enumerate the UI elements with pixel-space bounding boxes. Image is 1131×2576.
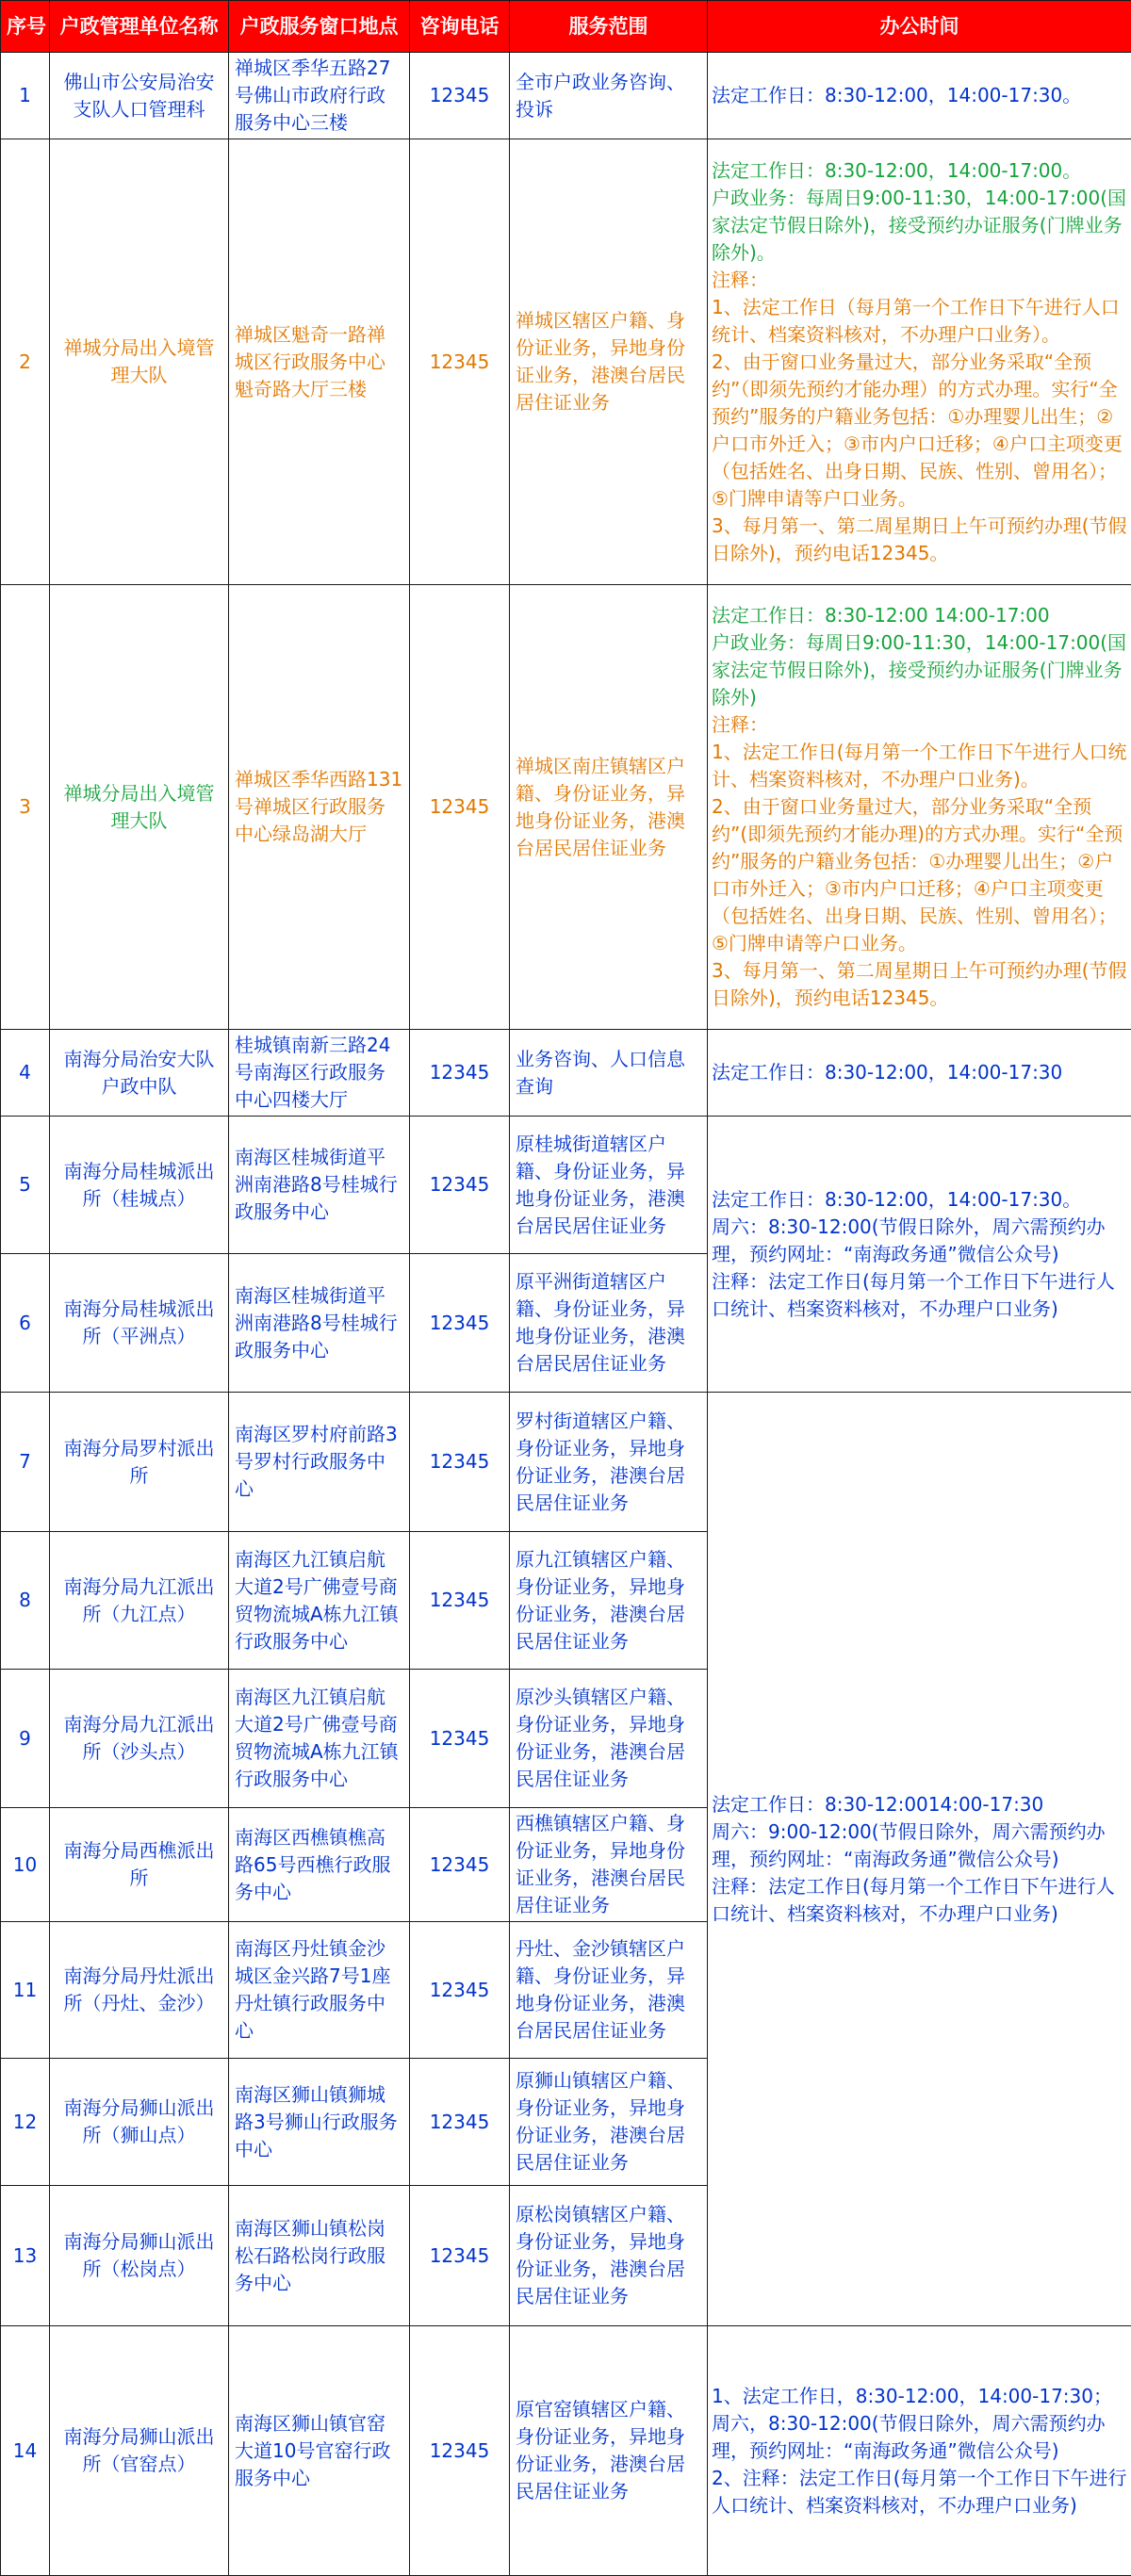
row-number: 9 [1, 1670, 50, 1808]
hours-line: 1、法定工作日，8:30-12:00，14:00-17:30；周六，8:30-12:00(节假日除外，周六需预约办理，预约网址：“南海政务通”微信公众号) [712, 2383, 1127, 2465]
row-number: 5 [1, 1117, 50, 1254]
unit-name: 南海分局治安大队户政中队 [50, 1030, 229, 1117]
phone-number: 12345 [410, 1030, 510, 1117]
unit-name: 南海分局九江派出所（九江点） [50, 1532, 229, 1670]
unit-name: 南海分局狮山派出所（狮山点） [50, 2059, 229, 2186]
row-number: 3 [1, 585, 50, 1030]
window-address: 禅城区季华五路27号佛山市政府行政服务中心三楼 [229, 53, 410, 139]
row-number: 12 [1, 2059, 50, 2186]
office-hours [708, 585, 1131, 1030]
unit-name: 禅城分局出入境管理大队 [50, 585, 229, 1030]
window-address: 南海区桂城街道平洲南港路8号桂城行政服务中心 [229, 1117, 410, 1254]
service-scope: 罗村街道辖区户籍、身份证业务，异地身份证业务，港澳台居民居住证业务 [510, 1393, 708, 1532]
service-scope: 原官窑镇辖区户籍、身份证业务，异地身份证业务，港澳台居民居住证业务 [510, 2326, 708, 2576]
service-scope: 禅城区辖区户籍、身份证业务，异地身份证业务，港澳台居民居住证业务 [510, 139, 708, 585]
unit-name: 南海分局西樵派出所 [50, 1808, 229, 1922]
row-number: 13 [1, 2186, 50, 2326]
office-hours [708, 1393, 1131, 2326]
hours-line: 1、法定工作日(每月第一个工作日下午进行人口统计、档案资料核对，不办理户口业务)。 [712, 739, 1127, 793]
office-hours [708, 139, 1131, 585]
service-scope: 原狮山镇辖区户籍、身份证业务，异地身份证业务，港澳台居民居住证业务 [510, 2059, 708, 2186]
hours-line: 3、每月第一、第二周星期日上午可预约办理(节假日除外)，预约电话12345。 [712, 957, 1127, 1012]
office-hours [708, 1030, 1131, 1117]
service-scope: 全市户政业务咨询、投诉 [510, 53, 708, 139]
unit-name: 佛山市公安局治安支队人口管理科 [50, 53, 229, 139]
phone-number: 12345 [410, 1117, 510, 1254]
phone-number: 12345 [410, 585, 510, 1030]
unit-name: 南海分局桂城派出所（桂城点） [50, 1117, 229, 1254]
row-number: 7 [1, 1393, 50, 1532]
col-header-unit: 户政管理单位名称 [50, 1, 229, 53]
phone-number: 12345 [410, 1922, 510, 2059]
hours-line: 2、由于窗口业务量过大，部分业务采取“全预约”（即须先预约才能办理）的方式办理。实行“全预约”服务的户籍业务包括：①办理婴儿出生；②户口市外迁入；③市内户口迁移；④户口主项变更（包括姓名、出身日期、民族、性别、曾用名）；⑤门牌申请等户口业务。 [712, 349, 1127, 513]
window-address: 南海区狮山镇松岗松石路松岗行政服务中心 [229, 2186, 410, 2326]
hours-line: 法定工作日：8:30-12:00 14:00-17:00 [712, 602, 1127, 629]
window-address: 南海区九江镇启航大道2号广佛壹号商贸物流城A栋九江镇行政服务中心 [229, 1670, 410, 1808]
hours-line: 法定工作日：8:30-12:00，14:00-17:30 [712, 1059, 1127, 1086]
window-address: 南海区丹灶镇金沙城区金兴路7号1座丹灶镇行政服务中心 [229, 1922, 410, 2059]
table-row [1, 1117, 1131, 1254]
service-scope: 原平洲街道辖区户籍、身份证业务，异地身份证业务，港澳台居民居住证业务 [510, 1254, 708, 1393]
window-address: 禅城区魁奇一路禅城区行政服务中心魁奇路大厅三楼 [229, 139, 410, 585]
phone-number: 12345 [410, 1393, 510, 1532]
hours-line: 2、由于窗口业务量过大，部分业务采取“全预约”(即须先预约才能办理)的方式办理。实行“全预约”服务的户籍业务包括：①办理婴儿出生；②户口市外迁入；③市内户口迁移；④户口主项变更（包括姓名、出身日期、民族、性别、曾用名）；⑤门牌申请等户口业务。 [712, 793, 1127, 957]
row-number: 6 [1, 1254, 50, 1393]
service-scope: 原沙头镇辖区户籍、身份证业务，异地身份证业务，港澳台居民居住证业务 [510, 1670, 708, 1808]
row-number: 8 [1, 1532, 50, 1670]
hours-line: 周六：8:30-12:00(节假日除外，周六需预约办理，预约网址：“南海政务通”微信公众号) [712, 1214, 1127, 1268]
phone-number: 12345 [410, 1532, 510, 1670]
window-address: 南海区狮山镇狮城路3号狮山行政服务中心 [229, 2059, 410, 2186]
col-header-phone: 咨询电话 [410, 1, 510, 53]
table-row [1, 2326, 1131, 2576]
hours-line: 注释： [712, 267, 1127, 294]
header-row [1, 1, 1131, 53]
row-number: 14 [1, 2326, 50, 2576]
hours-line: 3、每月第一、第二周星期日上午可预约办理(节假日除外)，预约电话12345。 [712, 513, 1127, 567]
hours-line: 注释：法定工作日(每月第一个工作日下午进行人口统计、档案资料核对，不办理户口业务) [712, 1268, 1127, 1323]
col-header-hours: 办公时间 [708, 1, 1131, 53]
unit-name: 南海分局桂城派出所（平洲点） [50, 1254, 229, 1393]
service-scope: 原松岗镇辖区户籍、身份证业务，异地身份证业务，港澳台居民居住证业务 [510, 2186, 708, 2326]
office-hours [708, 53, 1131, 139]
row-number: 2 [1, 139, 50, 585]
row-number: 4 [1, 1030, 50, 1117]
hours-line: 法定工作日：8:30-12:00，14:00-17:00。 [712, 157, 1127, 185]
row-number: 1 [1, 53, 50, 139]
table-row [1, 585, 1131, 1030]
hours-line: 2、注释：法定工作日(每月第一个工作日下午进行人口统计、档案资料核对，不办理户口业务) [712, 2465, 1127, 2519]
unit-name: 南海分局丹灶派出所（丹灶、金沙） [50, 1922, 229, 2059]
hours-line: 法定工作日：8:30-12:00，14:00-17:30。 [712, 1186, 1127, 1214]
phone-number: 12345 [410, 1808, 510, 1922]
phone-number: 12345 [410, 1670, 510, 1808]
window-address: 南海区狮山镇官窑大道10号官窑行政服务中心 [229, 2326, 410, 2576]
unit-name: 禅城分局出入境管理大队 [50, 139, 229, 585]
window-address: 桂城镇南新三路24号南海区行政服务中心四楼大厅 [229, 1030, 410, 1117]
row-number: 11 [1, 1922, 50, 2059]
service-scope: 禅城区南庄镇辖区户籍、身份证业务，异地身份证业务，港澳台居民居住证业务 [510, 585, 708, 1030]
phone-number: 12345 [410, 1254, 510, 1393]
window-address: 南海区西樵镇樵高路65号西樵行政服务中心 [229, 1808, 410, 1922]
phone-number: 12345 [410, 2059, 510, 2186]
phone-number: 12345 [410, 139, 510, 585]
service-scope: 丹灶、金沙镇辖区户籍、身份证业务，异地身份证业务，港澳台居民居住证业务 [510, 1922, 708, 2059]
col-header-address: 户政服务窗口地点 [229, 1, 410, 53]
unit-name: 南海分局狮山派出所（松岗点） [50, 2186, 229, 2326]
table-row [1, 139, 1131, 585]
hours-line: 注释：法定工作日(每月第一个工作日下午进行人口统计、档案资料核对，不办理户口业务) [712, 1873, 1127, 1928]
phone-number: 12345 [410, 2186, 510, 2326]
unit-name: 南海分局罗村派出所 [50, 1393, 229, 1532]
phone-number: 12345 [410, 53, 510, 139]
window-address: 南海区桂城街道平洲南港路8号桂城行政服务中心 [229, 1254, 410, 1393]
hours-line: 注释： [712, 711, 1127, 739]
table-row [1, 1030, 1131, 1117]
service-scope: 西樵镇辖区户籍、身份证业务，异地身份证业务，港澳台居民居住证业务 [510, 1808, 708, 1922]
office-hours [708, 2326, 1131, 2576]
office-hours [708, 1117, 1131, 1393]
window-address: 禅城区季华西路131号禅城区行政服务中心绿岛湖大厅 [229, 585, 410, 1030]
table-row [1, 1393, 1131, 1532]
hours-line: 1、法定工作日（每月第一个工作日下午进行人口统计、档案资料核对，不办理户口业务）。 [712, 294, 1127, 349]
hours-line: 周六：9:00-12:00(节假日除外，周六需预约办理，预约网址：“南海政务通”微信公众号) [712, 1818, 1127, 1873]
unit-name: 南海分局狮山派出所（官窑点） [50, 2326, 229, 2576]
row-number: 10 [1, 1808, 50, 1922]
col-header-number: 序号 [1, 1, 50, 53]
service-scope: 原九江镇辖区户籍、身份证业务，异地身份证业务，港澳台居民居住证业务 [510, 1532, 708, 1670]
hours-line: 户政业务：每周日9:00-11:30，14:00-17:00(国家法定节假日除外)，接受预约办证服务(门牌业务除外) [712, 629, 1127, 711]
window-address: 南海区九江镇启航大道2号广佛壹号商贸物流城A栋九江镇行政服务中心 [229, 1532, 410, 1670]
service-scope: 业务咨询、人口信息查询 [510, 1030, 708, 1117]
service-scope: 原桂城街道辖区户籍、身份证业务，异地身份证业务，港澳台居民居住证业务 [510, 1117, 708, 1254]
phone-number: 12345 [410, 2326, 510, 2576]
hours-line: 法定工作日：8:30-12:0014:00-17:30 [712, 1791, 1127, 1818]
col-header-scope: 服务范围 [510, 1, 708, 53]
table-row [1, 53, 1131, 139]
unit-name: 南海分局九江派出所（沙头点） [50, 1670, 229, 1808]
hours-line: 法定工作日：8:30-12:00，14:00-17:30。 [712, 82, 1127, 109]
window-address: 南海区罗村府前路3号罗村行政服务中心 [229, 1393, 410, 1532]
hours-line: 户政业务：每周日9:00-11:30，14:00-17:00(国家法定节假日除外)，接受预约办证服务(门牌业务除外)。 [712, 185, 1127, 267]
